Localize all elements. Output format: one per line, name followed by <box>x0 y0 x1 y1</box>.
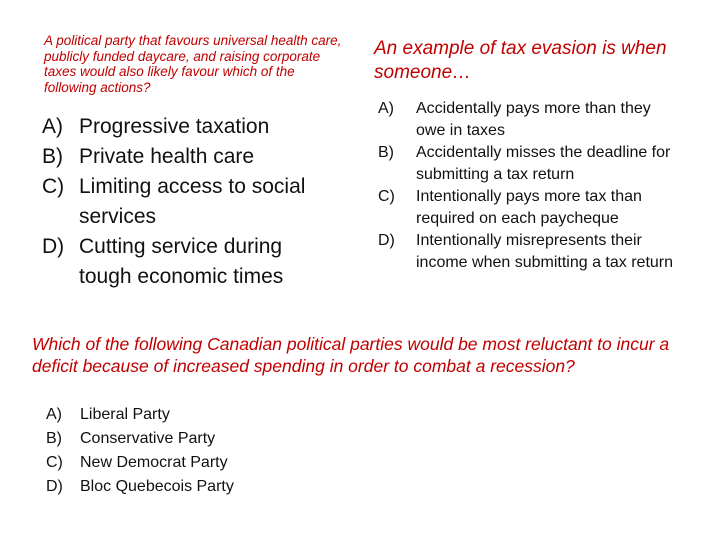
question-1-option-c <box>42 172 332 232</box>
question-3-option-a <box>46 403 346 427</box>
option-text: Cutting service during tough economic times <box>79 235 284 288</box>
option-text: Conservative Party <box>80 430 216 447</box>
option-text: Liberal Party <box>80 406 170 423</box>
question-3-option-d <box>46 475 346 499</box>
question-1-option-a <box>42 112 332 142</box>
option-letter: A) <box>42 115 63 138</box>
option-text: Limiting access to social services <box>79 175 306 228</box>
option-letter: C) <box>46 454 63 471</box>
question-1-option-b <box>42 142 332 172</box>
question-2-options <box>378 98 678 274</box>
option-letter: D) <box>46 478 63 495</box>
option-text: Accidentally pays more than they owe in taxes <box>416 100 651 139</box>
question-1-options <box>42 112 332 292</box>
question-3-option-b <box>46 427 346 451</box>
question-1-text: A political party that favours universal health care, publicly funded daycare, and raising corporate taxes would also likely favour which of the following actions? <box>44 33 342 95</box>
option-letter: C) <box>42 175 65 198</box>
question-2-option-d <box>378 230 678 274</box>
option-text: Intentionally misrepresents their income when submitting a tax return <box>416 232 674 271</box>
option-text: Accidentally misses the deadline for submitting a tax return <box>416 144 671 183</box>
option-letter: B) <box>46 430 62 447</box>
question-2-option-a <box>378 98 678 142</box>
question-2-option-b <box>378 142 678 186</box>
option-letter: B) <box>42 145 63 168</box>
option-text: Bloc Quebecois Party <box>80 478 234 495</box>
option-letter: A) <box>46 406 62 423</box>
question-3-options <box>46 403 346 499</box>
option-letter: D) <box>42 235 65 258</box>
question-2-option-c <box>378 186 678 230</box>
option-letter: C) <box>378 188 395 205</box>
question-1-option-d <box>42 232 332 292</box>
option-text: New Democrat Party <box>80 454 228 471</box>
option-text: Intentionally pays more tax than required on each paycheque <box>416 188 642 227</box>
question-3-text: Which of the following Canadian political parties would be most reluctant to incur a deficit because of increased spending in order to combat a recession? <box>32 334 670 376</box>
option-letter: D) <box>378 232 395 249</box>
option-text: Private health care <box>79 145 255 168</box>
option-text: Progressive taxation <box>79 115 270 138</box>
question-3-option-c <box>46 451 346 475</box>
option-letter: B) <box>378 144 394 161</box>
question-2-text: An example of tax evasion is when someone… <box>374 38 667 83</box>
option-letter: A) <box>378 100 394 117</box>
